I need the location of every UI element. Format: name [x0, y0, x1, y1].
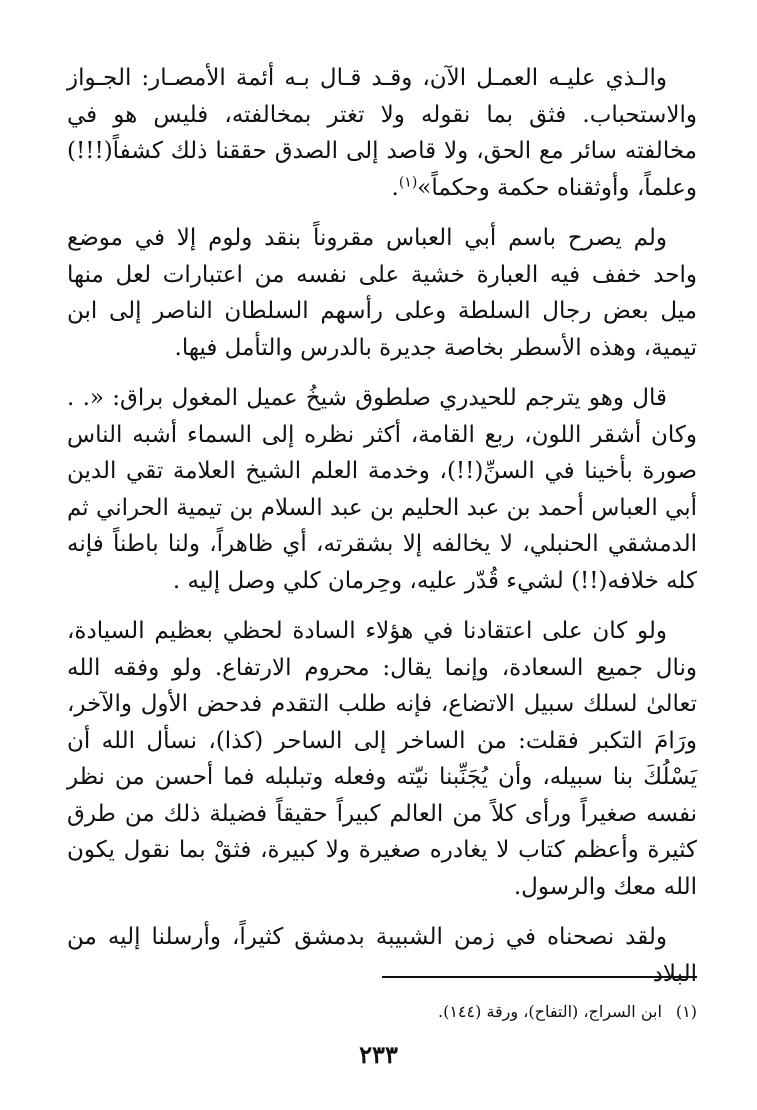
footnote-divider [382, 976, 697, 978]
footnote-reference: (١) [398, 173, 418, 190]
paragraph-1 [67, 60, 697, 206]
footnote [67, 1000, 697, 1024]
footnote-number: (١) [675, 1002, 697, 1021]
paragraph-2: ولم يصرح باسم أبي العباس مقروناً بنقد ولوم إلا في موضع واحد خفف فيه العبارة خشية على نفسه من اعتبارات لعل منها ميل بعض رجال السلطة وعلى رأسهم السلطان الناصر إلى ابن تيمية، وهذه الأسطر بخاصة جديرة بالدرس والتأمل فيها. [67, 225, 697, 361]
paragraph-4: ولو كان على اعتقادنا في هؤلاء السادة لحظي بعظيم السيادة، ونال جميع السعادة، وإنما يقال: محروم الارتفاع. ولو وفقه الله تعالىٰ لسلك سبيل الاتضاع، فإنه طلب التقدم فدحض الأول والآخر، ورَامَ التكبر فقلت: من الساخر إلى الساحر (كذا)، نسأل الله أن يَسْلُكَ بنا سبيله، وأن يُجَنِّبنا نيّته وفعله وتبلبله فما أحسن من نظر نفسه صغيراً ورأى كلاً من العالم كبيراً حقيقاً فضيلة ذلك من طرق كثيرة وأعظم كتاب لا يغادره صغيرة ولا كبيرة، فثقْ بما نقول يكون الله معك والرسول. [67, 618, 697, 900]
paragraph-1-text: والـذي عليـه العمـل الآن، وقـد قـال بـه أئمة الأمصـار: الجـواز والاستحباب. فثق بما نقوله ولا تغتر بمخالفته، فليس هو في مخالفته سائر مع الحق، ولا قاصد إلى الصدق حققنا ذلك كشفاً(!!!) وعلماً، وأوثقناه حكمة وحكماً» [67, 65, 697, 201]
footnote-text: ابن السراج، (التفاح)، ورقة (١٤٤). [438, 1002, 662, 1021]
paragraph-5: ولقد نصحناه في زمن الشبيبة بدمشق كثيراً، وأرسلنا إليه من البلاد [67, 924, 697, 987]
page-number: ٢٣٣ [359, 1040, 398, 1069]
paragraph-1-tail: . [391, 174, 399, 201]
page-body [67, 60, 697, 1006]
paragraph-3: قال وهو يترجم للحيدري صلطوق شيخُ عميل المغول براق: «. . وكان أشقر اللون، ربع القامة، أكثر نظره إلى السماء أشبه الناس صورة بأخينا في السنِّ(!!)، وخدمة العلم الشيخ العلامة تقي الدين أبي العباس أحمد بن عبد الحليم بن عبد السلام بن تيمية الحراني ثم الدمشقي الحنبلي، لا يخالفه إلا بشقرته، أي ظاهراً، ولنا باطناً فإنه كله خلافه(!!) لشيء قُدّر عليه، وحِرمان كلي وصل إليه . [67, 385, 697, 594]
